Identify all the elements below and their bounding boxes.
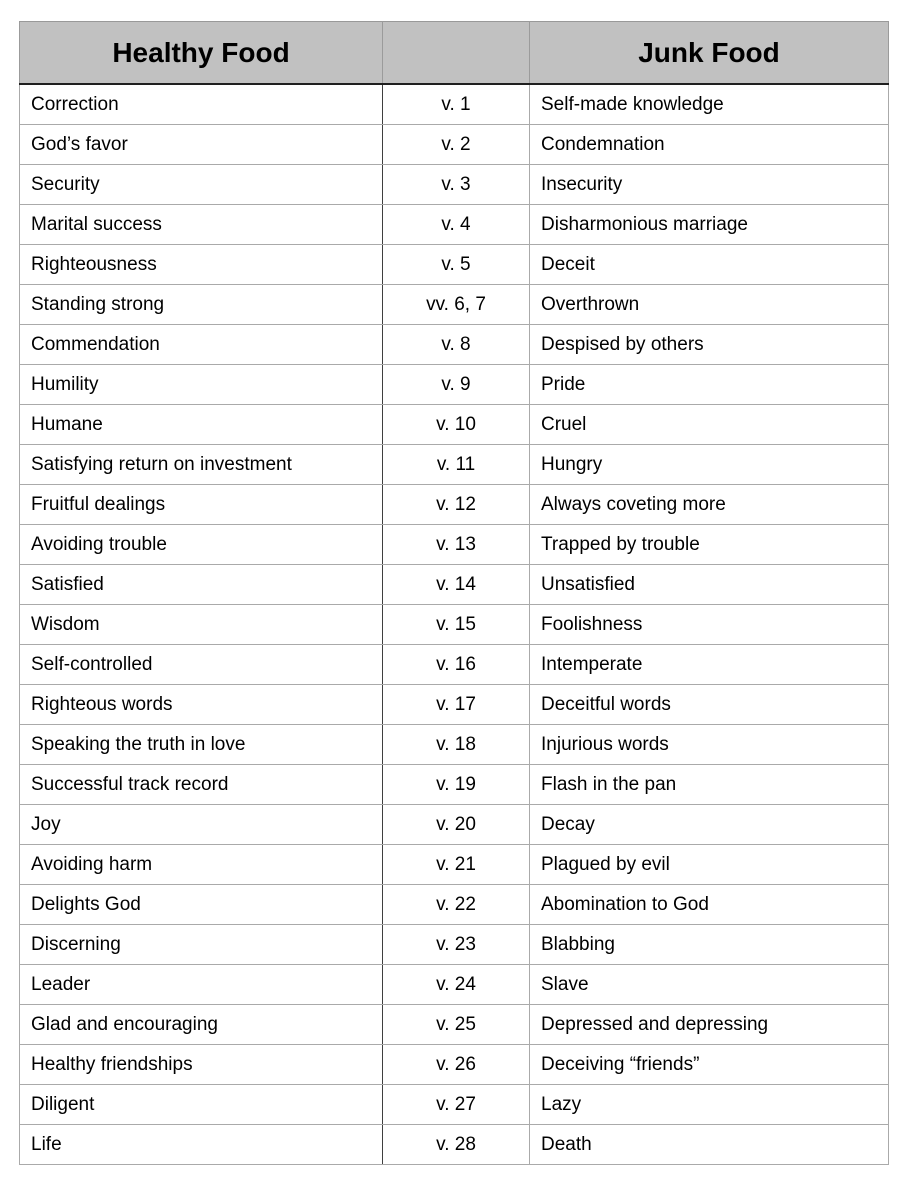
healthy-cell: Delights God [20,885,383,925]
table-row [20,325,889,365]
verse-cell: v. 25 [383,1005,530,1045]
junk-cell: Condemnation [530,125,889,165]
junk-cell: Hungry [530,445,889,485]
healthy-cell: Wisdom [20,605,383,645]
verse-cell: v. 11 [383,445,530,485]
junk-cell: Unsatisfied [530,565,889,605]
table-row [20,1045,889,1085]
junk-cell: Foolishness [530,605,889,645]
junk-cell: Lazy [530,1085,889,1125]
junk-cell: Deceiving “friends” [530,1045,889,1085]
junk-cell: Insecurity [530,165,889,205]
table-row [20,965,889,1005]
junk-cell: Overthrown [530,285,889,325]
healthy-cell: Correction [20,84,383,125]
healthy-cell: Righteous words [20,685,383,725]
verse-cell: v. 1 [383,84,530,125]
table-row [20,805,889,845]
verse-cell: v. 8 [383,325,530,365]
healthy-cell: Satisfying return on investment [20,445,383,485]
healthy-cell: Glad and encouraging [20,1005,383,1045]
table-row [20,485,889,525]
column-header-healthy: Healthy Food [20,22,383,85]
junk-cell: Always coveting more [530,485,889,525]
verse-cell: v. 28 [383,1125,530,1165]
junk-cell: Disharmonious marriage [530,205,889,245]
verse-cell: v. 14 [383,565,530,605]
table-row [20,605,889,645]
junk-cell: Cruel [530,405,889,445]
verse-cell: v. 20 [383,805,530,845]
table-row [20,845,889,885]
verse-cell: v. 23 [383,925,530,965]
junk-cell: Plagued by evil [530,845,889,885]
junk-cell: Injurious words [530,725,889,765]
comparison-table [19,21,889,1165]
healthy-cell: Marital success [20,205,383,245]
table-row [20,1125,889,1165]
verse-cell: v. 21 [383,845,530,885]
verse-cell: v. 15 [383,605,530,645]
junk-cell: Slave [530,965,889,1005]
table-row [20,565,889,605]
verse-cell: v. 17 [383,685,530,725]
table-row [20,525,889,565]
healthy-cell: Life [20,1125,383,1165]
table-row [20,1085,889,1125]
table-header [20,22,889,85]
table-row [20,885,889,925]
healthy-cell: Humility [20,365,383,405]
junk-cell: Decay [530,805,889,845]
junk-cell: Despised by others [530,325,889,365]
healthy-cell: God’s favor [20,125,383,165]
verse-cell: vv. 6, 7 [383,285,530,325]
junk-cell: Blabbing [530,925,889,965]
table-row [20,1005,889,1045]
healthy-cell: Avoiding trouble [20,525,383,565]
healthy-cell: Commendation [20,325,383,365]
table-row [20,925,889,965]
table-row [20,725,889,765]
table-row [20,205,889,245]
healthy-cell: Healthy friendships [20,1045,383,1085]
junk-cell: Abomination to God [530,885,889,925]
verse-cell: v. 27 [383,1085,530,1125]
healthy-cell: Righteousness [20,245,383,285]
junk-cell: Deceitful words [530,685,889,725]
table-body [20,84,889,1165]
junk-cell: Self-made knowledge [530,84,889,125]
healthy-cell: Speaking the truth in love [20,725,383,765]
verse-cell: v. 24 [383,965,530,1005]
healthy-cell: Security [20,165,383,205]
verse-cell: v. 26 [383,1045,530,1085]
verse-cell: v. 5 [383,245,530,285]
verse-cell: v. 18 [383,725,530,765]
junk-cell: Depressed and depressing [530,1005,889,1045]
table-row [20,245,889,285]
table-row [20,685,889,725]
table-row [20,84,889,125]
table-row [20,285,889,325]
verse-cell: v. 13 [383,525,530,565]
healthy-cell: Joy [20,805,383,845]
table-row [20,445,889,485]
table-row [20,165,889,205]
header-row [20,22,889,85]
healthy-cell: Leader [20,965,383,1005]
healthy-cell: Diligent [20,1085,383,1125]
healthy-cell: Fruitful dealings [20,485,383,525]
verse-cell: v. 2 [383,125,530,165]
verse-cell: v. 4 [383,205,530,245]
verse-cell: v. 16 [383,645,530,685]
junk-cell: Deceit [530,245,889,285]
table-row [20,405,889,445]
table-row [20,125,889,165]
column-header-verse [383,22,530,85]
healthy-cell: Standing strong [20,285,383,325]
verse-cell: v. 9 [383,365,530,405]
verse-cell: v. 10 [383,405,530,445]
healthy-cell: Discerning [20,925,383,965]
junk-cell: Pride [530,365,889,405]
table-row [20,365,889,405]
verse-cell: v. 12 [383,485,530,525]
verse-cell: v. 19 [383,765,530,805]
junk-cell: Intemperate [530,645,889,685]
junk-cell: Flash in the pan [530,765,889,805]
junk-cell: Trapped by trouble [530,525,889,565]
table-row [20,765,889,805]
healthy-cell: Satisfied [20,565,383,605]
column-header-junk: Junk Food [530,22,889,85]
junk-cell: Death [530,1125,889,1165]
healthy-cell: Successful track record [20,765,383,805]
table-row [20,645,889,685]
healthy-cell: Self-controlled [20,645,383,685]
healthy-cell: Avoiding harm [20,845,383,885]
verse-cell: v. 3 [383,165,530,205]
verse-cell: v. 22 [383,885,530,925]
healthy-cell: Humane [20,405,383,445]
